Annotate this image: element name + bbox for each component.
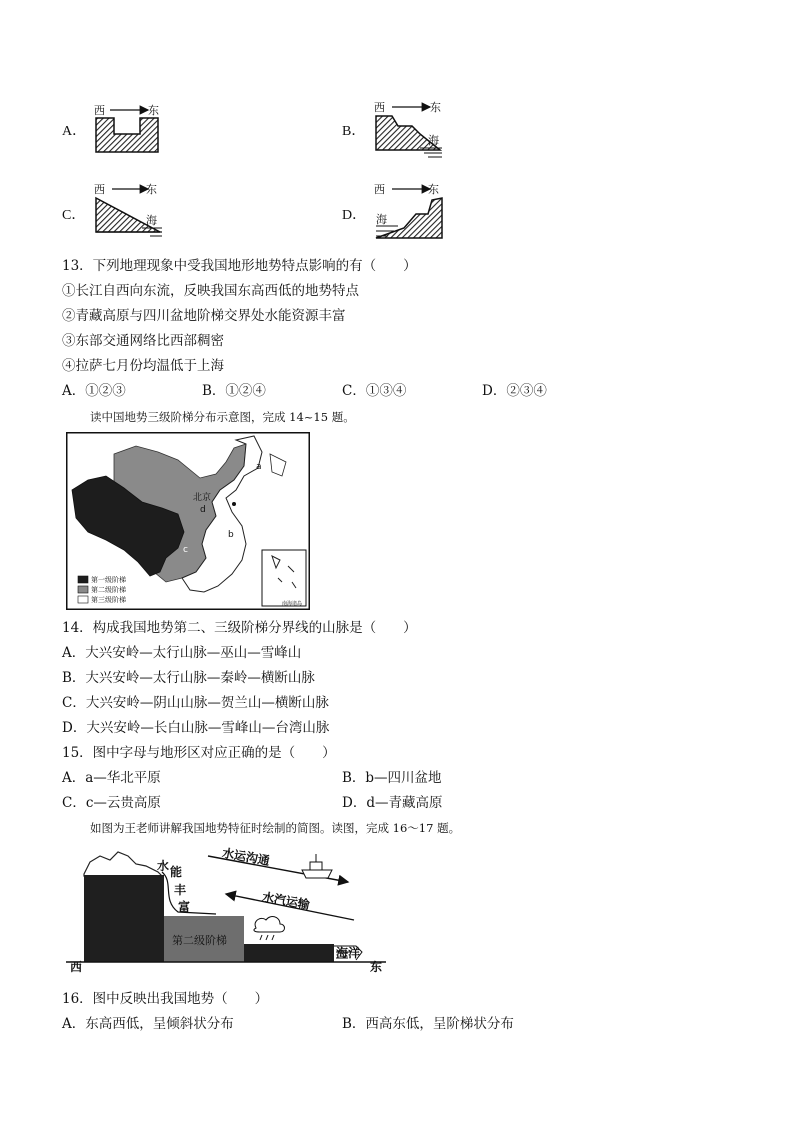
diagram-east-label: 东 [370,960,383,974]
q12-option-c-letter[interactable]: C． [62,208,86,223]
q12-option-a-letter[interactable]: A． [62,124,87,139]
q13-stem: 13．下列地理现象中受我国地形地势特点影响的有（ ） [62,258,417,274]
third-step-block [244,944,334,962]
water-power-char-1: 水 [157,859,170,873]
water-power-char-3: 丰 [174,883,187,897]
ship-icon [302,854,332,878]
q14-option-c[interactable]: C．大兴安岭—阴山山脉—贺兰山—横断山脉 [62,695,329,711]
first-step-block [84,875,164,962]
q13-item-4: ④拉萨七月份均温低于上海 [62,358,224,374]
q16-option-a[interactable]: A．东高西低，呈倾斜状分布 [62,1016,234,1032]
water-transport-label: 水运沟通 [221,845,271,869]
south-china-sea-inset [262,550,306,606]
snow-mountain-icon [84,852,162,876]
q14-option-b[interactable]: B．大兴安岭—太行山脉—秦岭—横断山脉 [62,670,315,686]
q12-b-sea: 海 [428,134,439,147]
q12-d-west: 西 [374,183,385,196]
q12-c-sea: 海 [146,214,157,227]
q13-item-2: ②青藏高原与四川盆地阶梯交界处水能资源丰富 [62,308,346,324]
rain-cloud-icon [254,917,285,940]
map-letter-a: a [256,462,262,472]
diagram-west-label: 西 [70,960,83,974]
map-letter-b: b [228,530,234,540]
legend-label-second: 第二级阶梯 [91,586,126,594]
q16-stem: 16．图中反映出我国地势（ ） [62,991,269,1007]
intro-16-17: 如图为王老师讲解我国地势特征时绘制的简图。读图，完成 16～17 题。 [90,821,461,835]
legend-swatch-third [78,596,88,603]
q13-item-1: ①长江自西向东流，反映我国东高西低的地势特点 [62,283,359,299]
q12-options-svg [0,0,794,250]
water-power-char-2: 能 [170,865,183,879]
q12-option-b-letter[interactable]: B． [342,124,366,139]
map-label-beijing: 北京 [193,493,212,503]
q13-option-b[interactable]: B．①②④ [202,383,266,399]
inset-label: 南海诸岛 [282,601,303,607]
ocean-label: 海洋 [336,946,361,960]
q14-option-a[interactable]: A．大兴安岭—太行山脉—巫山—雪峰山 [62,645,302,661]
q15-option-c[interactable]: C．c—云贵高原 [62,795,161,811]
q12-d-sea: 海 [376,213,387,226]
q13-option-a[interactable]: A．①②③ [62,383,126,399]
q13-item-3: ③东部交通网络比西部稠密 [62,333,224,349]
q15-option-a[interactable]: A．a—华北平原 [62,770,161,786]
legend-swatch-first [78,576,88,583]
water-power-char-4: 富 [178,900,191,914]
legend-label-third: 第三级阶梯 [91,596,126,604]
intro-14-15: 读中国地势三级阶梯分布示意图，完成 14~15 题。 [90,410,355,424]
q12-a-east: 东 [148,104,159,117]
q12-b-west: 西 [374,101,385,114]
legend-label-first: 第一级阶梯 [91,576,126,584]
q12-c-west: 西 [94,183,105,196]
q12-d-east: 东 [428,183,439,196]
vapor-transport-label: 水汽运输 [261,889,311,913]
q13-option-d[interactable]: D．②③④ [482,383,547,399]
map-letter-c: c [183,545,188,555]
q12-c-east: 东 [146,183,157,196]
q16-option-b[interactable]: B．西高东低，呈阶梯状分布 [342,1016,514,1032]
q15-option-d[interactable]: D．d—青藏高原 [342,795,443,811]
map-letter-d: d [200,505,206,515]
q15-stem: 15．图中字母与地形区对应正确的是（ ） [62,745,336,761]
q12-a-west: 西 [94,104,105,117]
legend-swatch-second [78,586,88,593]
q14-stem: 14．构成我国地势第二、三级阶梯分界线的山脉是（ ） [62,620,417,636]
q12-b-east: 东 [430,101,441,114]
beijing-dot [232,502,236,506]
q14-option-d[interactable]: D．大兴安岭—长白山脉—雪峰山—台湾山脉 [62,720,330,736]
q13-option-c[interactable]: C．①③④ [342,383,407,399]
second-step-label: 第二级阶梯 [172,934,227,947]
q15-option-b[interactable]: B．b—四川盆地 [342,770,442,786]
q12-option-d-letter[interactable]: D． [342,208,367,223]
